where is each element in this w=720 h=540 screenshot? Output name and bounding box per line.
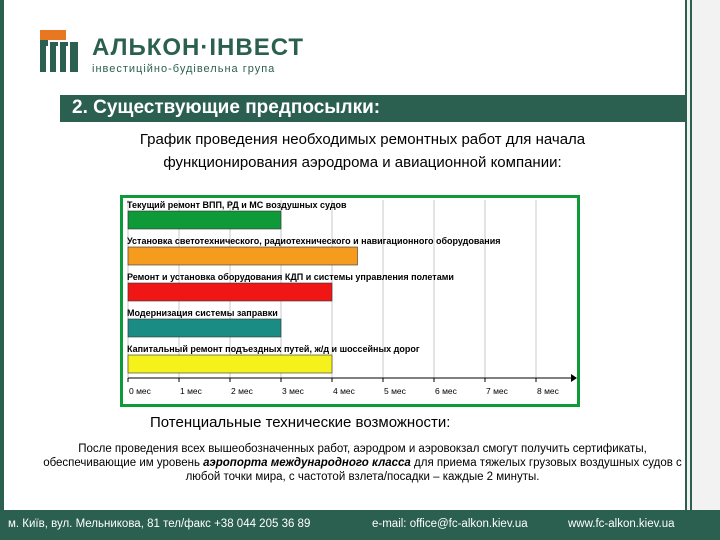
x-tick-label: 8 мес bbox=[537, 386, 559, 396]
bar-label: Капитальный ремонт подъездных путей, ж/д и шоссейных дорог bbox=[127, 344, 420, 354]
bar-label: Ремонт и установка оборудования КДП и системы управления полетами bbox=[127, 272, 454, 282]
gantt-chart bbox=[120, 195, 580, 407]
gantt-chart-svg bbox=[123, 198, 577, 404]
footer-email[interactable]: e-mail: office@fc-alkon.kiev.ua bbox=[372, 518, 528, 530]
capabilities-text-bold: аэропорта международного класса bbox=[203, 457, 411, 469]
x-tick-label: 3 мес bbox=[282, 386, 304, 396]
x-tick-label: 5 мес bbox=[384, 386, 406, 396]
subtitle-line-2: функционирования аэродрома и авиационной компании: bbox=[163, 154, 562, 171]
x-tick-label: 1 мес bbox=[180, 386, 202, 396]
x-tick-label: 0 мес bbox=[129, 386, 151, 396]
footer-website[interactable]: www.fc-alkon.kiev.ua bbox=[568, 518, 675, 530]
bar bbox=[128, 355, 332, 373]
capabilities-title: Потенциальные технические возможности: bbox=[150, 414, 451, 431]
logo-icon bbox=[40, 30, 84, 72]
x-tick-label: 6 мес bbox=[435, 386, 457, 396]
logo-name: АЛЬКОН·ІНВЕСТ bbox=[92, 34, 305, 61]
bar-label: Текущий ремонт ВПП, РД и МС воздушных судов bbox=[127, 200, 347, 210]
capabilities-text-before: После проведения всех вышеобозначенных работ, аэродром и аэровокзал смогут получить сертификаты, обеспечивающие им уровень bbox=[43, 443, 647, 469]
bar-label: Модернизация системы заправки bbox=[127, 308, 278, 318]
section-title: 2. Существующие предпосылки: bbox=[72, 97, 381, 118]
right-accent-bar bbox=[685, 0, 720, 540]
logo-tagline: інвестиційно-будівельна група bbox=[92, 63, 276, 75]
subtitle-line-1: График проведения необходимых ремонтных работ для начала bbox=[139, 131, 586, 148]
bar bbox=[128, 211, 281, 229]
footer-address: м. Київ, вул. Мельникова, 81 тел/факс +38 044 205 36 89 bbox=[8, 518, 311, 530]
bar bbox=[128, 319, 281, 337]
capabilities-text-after: для приема тяжелых грузовых воздушных судов с любой точки мира, с частотой взлета/посадки – каждые 2 минуты. bbox=[185, 457, 682, 483]
x-tick-label: 7 мес bbox=[486, 386, 508, 396]
capabilities-text bbox=[40, 442, 685, 484]
bar bbox=[128, 283, 332, 301]
bar bbox=[128, 247, 358, 265]
x-axis-arrow bbox=[571, 374, 577, 382]
x-tick-label: 2 мес bbox=[231, 386, 253, 396]
left-accent-bar bbox=[0, 0, 4, 510]
x-tick-label: 4 мес bbox=[333, 386, 355, 396]
bar-label: Установка светотехнического, радиотехнического и навигационного оборудования bbox=[127, 236, 501, 246]
